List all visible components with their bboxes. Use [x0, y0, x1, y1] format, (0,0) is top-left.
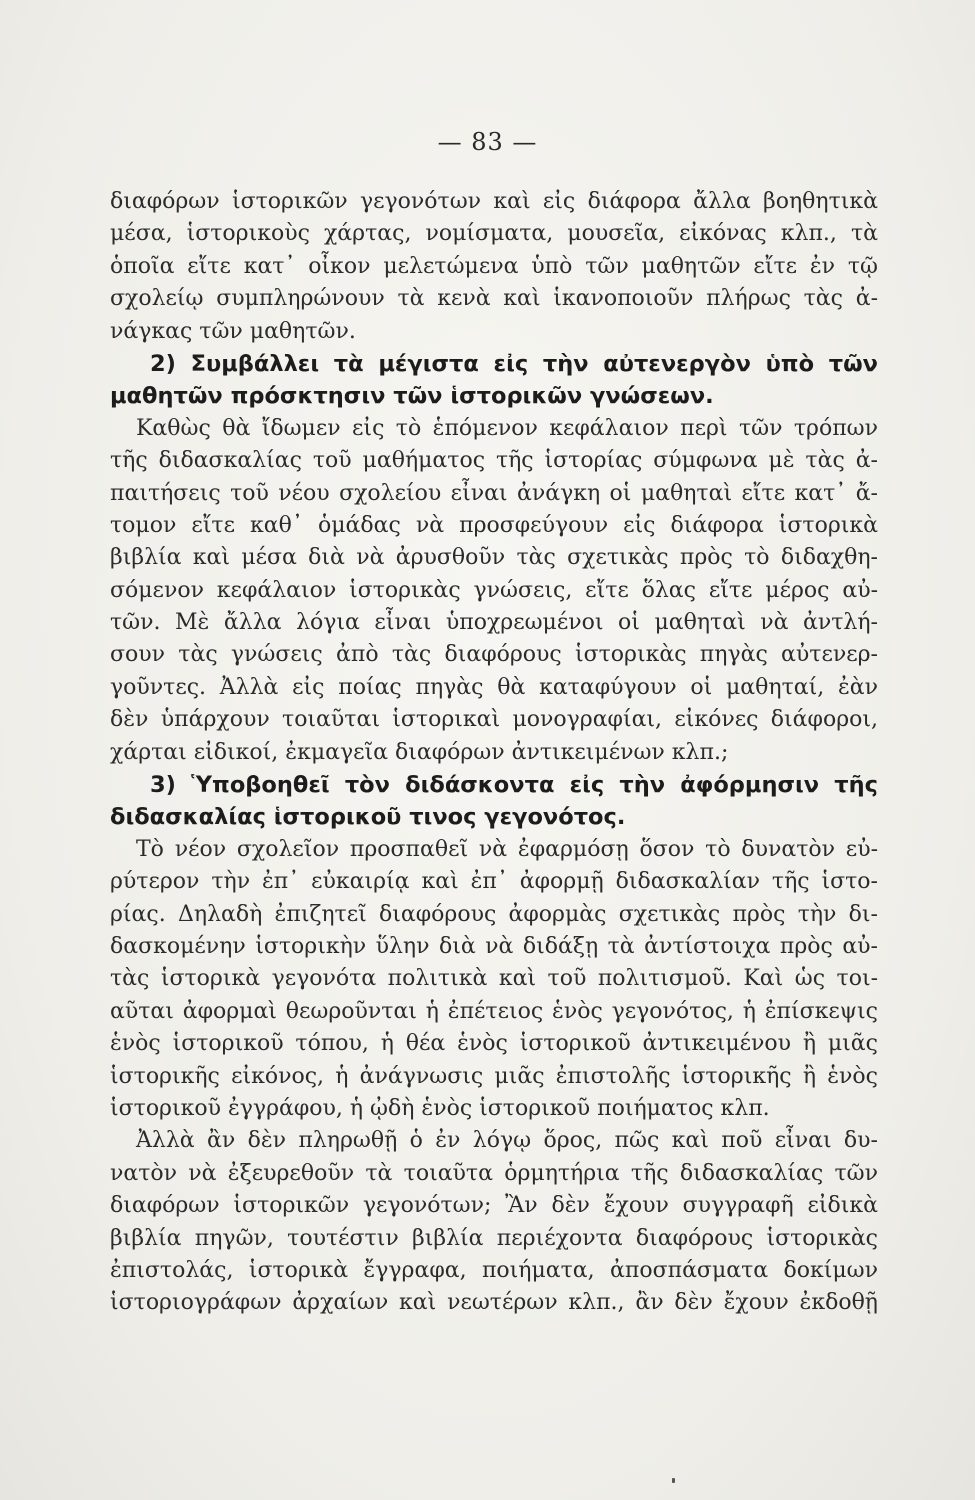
text-line: σουν τὰς γνώσεις ἀπὸ τὰς διαφόρους ἱστορικὰς πηγὰς αὐτενερ- [110, 642, 878, 668]
text-line: ἐπιστολάς, ἱστορικὰ ἔγγραφα, ποιήματα, ἀποσπάσματα δοκίμων [110, 1257, 878, 1283]
text-line: Τὸ νέον σχολεῖον προσπαθεῖ νὰ ἐφαρμόσῃ ὅσον τὸ δυνατὸν εὐ- [136, 836, 878, 862]
text-line: γοῦντες. Ἀλλὰ εἰς ποίας πηγὰς θὰ καταφύγουν οἱ μαθηταί, ἐὰν [110, 674, 878, 700]
text-line: βιβλία καὶ μέσα διὰ νὰ ἀρυσθοῦν τὰς σχετικὰς πρὸς τὸ διδαχθη- [110, 545, 878, 571]
text-line: τῶν. Μὲ ἄλλα λόγια εἶναι ὑποχρεωμένοι οἱ μαθηταὶ νὰ ἀντλή- [110, 610, 878, 636]
text-line: διαφόρων ἱστορικῶν γεγονότων καὶ εἰς διάφορα ἄλλα βοηθητικὰ [110, 189, 878, 214]
text-line: Ἀλλὰ ἂν δὲν πληρωθῇ ὁ ἐν λόγῳ ὅρος, πῶς καὶ ποῦ εἶναι δυ- [136, 1128, 878, 1154]
text-line: χάρται εἰδικοί, ἐκμαγεῖα διαφόρων ἀντικειμένων κλπ.; [110, 739, 729, 765]
section-heading-line: 2) Συμβάλλει τὰ μέγιστα εἰς τὴν αὐτενεργὸν ὑπὸ τῶν [150, 350, 878, 377]
text-line: τῆς διδασκαλίας τοῦ μαθήματος τῆς ἱστορίας σύμφωνα μὲ τὰς ἀ- [110, 448, 878, 474]
text-line: δασκομένην ἱστορικὴν ὕλην διὰ νὰ διδάξῃ τὰ ἀντίστοιχα πρὸς αὐ- [110, 933, 878, 959]
text-line: σόμενον κεφάλαιον ἱστορικὰς γνώσεις, εἴτε ὅλας εἴτε μέρος αὐ- [110, 577, 878, 603]
text-line: αῦται ἀφορμαὶ θεωροῦνται ἡ ἐπέτειος ἑνὸς γεγονότος, ἡ ἐπίσκεψις [110, 998, 878, 1024]
text-line: τομον εἴτε καθ᾿ ὁμάδας νὰ προσφεύγουν εἰς διάφορα ἱστορικὰ [110, 512, 878, 538]
text-line: δὲν ὑπάρχουν τοιαῦται ἱστορικαὶ μονογραφίαι, εἰκόνες διάφοροι, [110, 707, 878, 733]
text-line: Καθὼς θὰ ἴδωμεν εἰς τὸ ἑπόμενον κεφάλαιον περὶ τῶν τρόπων [136, 415, 878, 441]
text-line: νατὸν νὰ ἐξευρεθοῦν τὰ τοιαῦτα ὁρμητήρια τῆς διδασκαλίας τῶν [110, 1160, 878, 1186]
section-heading-line: διδασκαλίας ἱστορικοῦ τινος γεγονότος. [110, 804, 626, 831]
text-line: νάγκας τῶν μαθητῶν. [110, 318, 356, 344]
text-line: παιτήσεις τοῦ νέου σχολείου εἶναι ἀνάγκη οἱ μαθηταὶ εἴτε κατ᾿ ἄ- [110, 480, 878, 506]
text-line: τὰς ἱστορικὰ γεγονότα πολιτικὰ καὶ τοῦ πολιτισμοῦ. Καὶ ὡς τοι- [110, 966, 878, 992]
text-line: ρύτερον τὴν ἐπ᾿ εὐκαιρίᾳ καὶ ἐπ᾿ ἀφορμῇ διδασκαλίαν τῆς ἱστο- [110, 869, 878, 895]
ink-speck [672, 1478, 675, 1483]
text-line: ρίας. Δηλαδὴ ἐπιζητεῖ διαφόρους ἀφορμὰς σχετικὰς πρὸς τὴν δι- [110, 901, 878, 927]
text-line: ὁποῖα εἴτε κατ᾿ οἶκον μελετώμενα ὑπὸ τῶν μαθητῶν εἴτε ἐν τῷ [110, 253, 878, 279]
text-line: ἱστορικοῦ ἐγγράφου, ἡ ᾠδὴ ἑνὸς ἱστορικοῦ ποιήματος κλπ. [110, 1095, 770, 1121]
text-line: βιβλία πηγῶν, τουτέστιν βιβλία περιέχοντα διαφόρους ἱστορικὰς [110, 1225, 878, 1251]
body-text [110, 186, 878, 1320]
text-line: ἱστοριογράφων ἀρχαίων καὶ νεωτέρων κλπ., ἂν δὲν ἔχουν ἐκδοθῇ [110, 1290, 878, 1316]
text-line: ἱστορικῆς εἰκόνος, ἡ ἀνάγνωσις μιᾶς ἐπιστολῆς ἱστορικῆς ἢ ἑνὸς [110, 1063, 878, 1089]
text-line: διαφόρων ἱστορικῶν γεγονότων; Ἂν δὲν ἔχουν συγγραφῆ εἰδικὰ [110, 1193, 878, 1219]
section-heading-line: μαθητῶν πρόσκτησιν τῶν ἱστορικῶν γνώσεων. [110, 383, 714, 410]
page-number: — 83 — [437, 128, 538, 156]
section-heading-line: 3) Ὑποβοηθεῖ τὸν διδάσκοντα εἰς τὴν ἀφόρμησιν τῆς [150, 772, 878, 799]
text-line: σχολείῳ συμπληρώνουν τὰ κενὰ καὶ ἱκανοποιοῦν πλήρως τὰς ἀ- [110, 286, 878, 312]
text-line: ἑνὸς ἱστορικοῦ τόπου, ἡ θέα ἑνὸς ἱστορικοῦ ἀντικειμένου ἢ μιᾶς [110, 1031, 878, 1057]
text-line: μέσα, ἱστορικοὺς χάρτας, νομίσματα, μουσεῖα, εἰκόνας κλπ., τὰ [110, 221, 878, 247]
